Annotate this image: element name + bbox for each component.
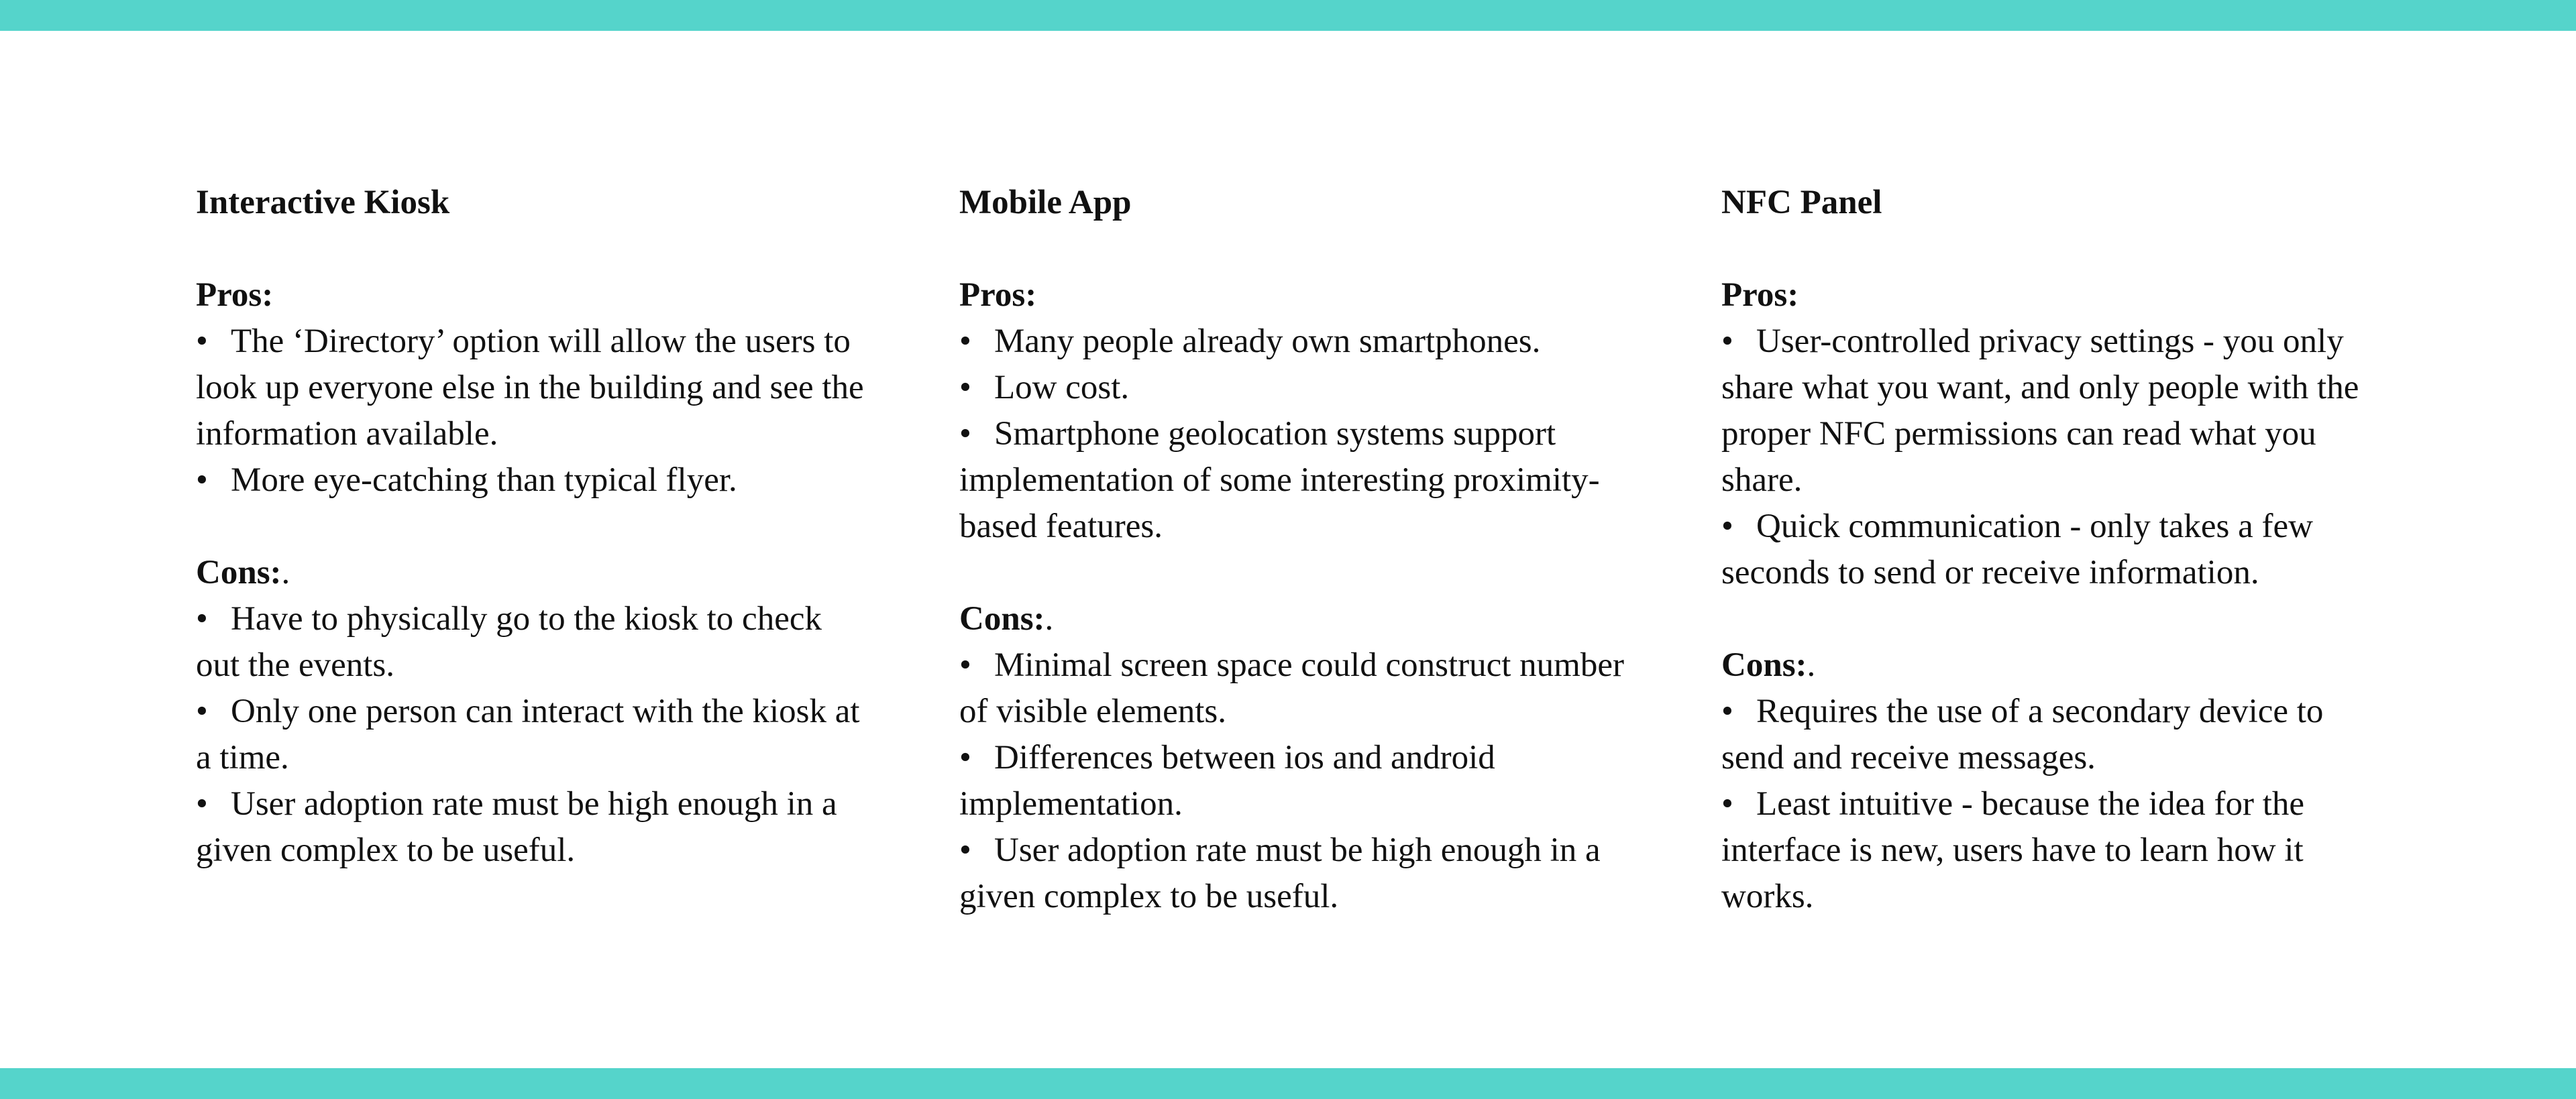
option-column-nfc-panel xyxy=(1721,180,2385,920)
cons-label: Cons:. xyxy=(1721,646,1816,684)
pros-label: Pros: xyxy=(959,276,1037,314)
list-item: • Only one person can interact with the kiosk at a time. xyxy=(196,693,860,776)
list-item: • User-controlled privacy settings - you only share what you want, and only people with the proper NFC permissions can read what you share. xyxy=(1721,323,2359,499)
cons-label: Cons:. xyxy=(196,554,290,591)
list-item: • Minimal screen space could construct number of visible elements. xyxy=(959,646,1624,730)
cons-label: Cons:. xyxy=(959,600,1054,638)
list-item: • Requires the use of a secondary device to send and receive messages. xyxy=(1721,693,2324,776)
list-item: • Low cost. xyxy=(959,369,1130,406)
cons-list xyxy=(959,642,1637,920)
list-item: • Least intuitive - because the idea for the interface is new, users have to learn how it works. xyxy=(1721,785,2305,915)
list-item: • User adoption rate must be high enough in a given complex to be useful. xyxy=(959,831,1601,915)
pros-label: Pros: xyxy=(1721,276,1799,314)
cons-list xyxy=(1721,689,2385,920)
pros-list xyxy=(959,319,1637,550)
pros-list xyxy=(1721,319,2385,596)
option-title: NFC Panel xyxy=(1721,184,1882,221)
list-item: • More eye-catching than typical flyer. xyxy=(196,461,737,499)
pros-label: Pros: xyxy=(196,276,274,314)
list-item: • Quick communication - only takes a few seconds to send or receive information. xyxy=(1721,508,2313,591)
top-accent-bar xyxy=(0,0,2576,31)
list-item: • Have to physically go to the kiosk to check out the events. xyxy=(196,600,822,684)
list-item: • User adoption rate must be high enough in a given complex to be useful. xyxy=(196,785,837,869)
bottom-accent-bar xyxy=(0,1068,2576,1099)
option-column-mobile-app xyxy=(959,180,1637,920)
option-title: Mobile App xyxy=(959,184,1132,221)
option-title: Interactive Kiosk xyxy=(196,184,450,221)
list-item: • Many people already own smartphones. xyxy=(959,323,1541,360)
cons-list xyxy=(196,596,867,874)
list-item: • The ‘Directory’ option will allow the users to look up everyone else in the building and see the information available. xyxy=(196,323,864,453)
list-item: • Differences between ios and android implementation. xyxy=(959,739,1495,823)
option-column-interactive-kiosk xyxy=(196,180,867,874)
pros-list xyxy=(196,319,867,504)
list-item: • Smartphone geolocation systems support implementation of some interesting proximity-based features. xyxy=(959,415,1600,545)
